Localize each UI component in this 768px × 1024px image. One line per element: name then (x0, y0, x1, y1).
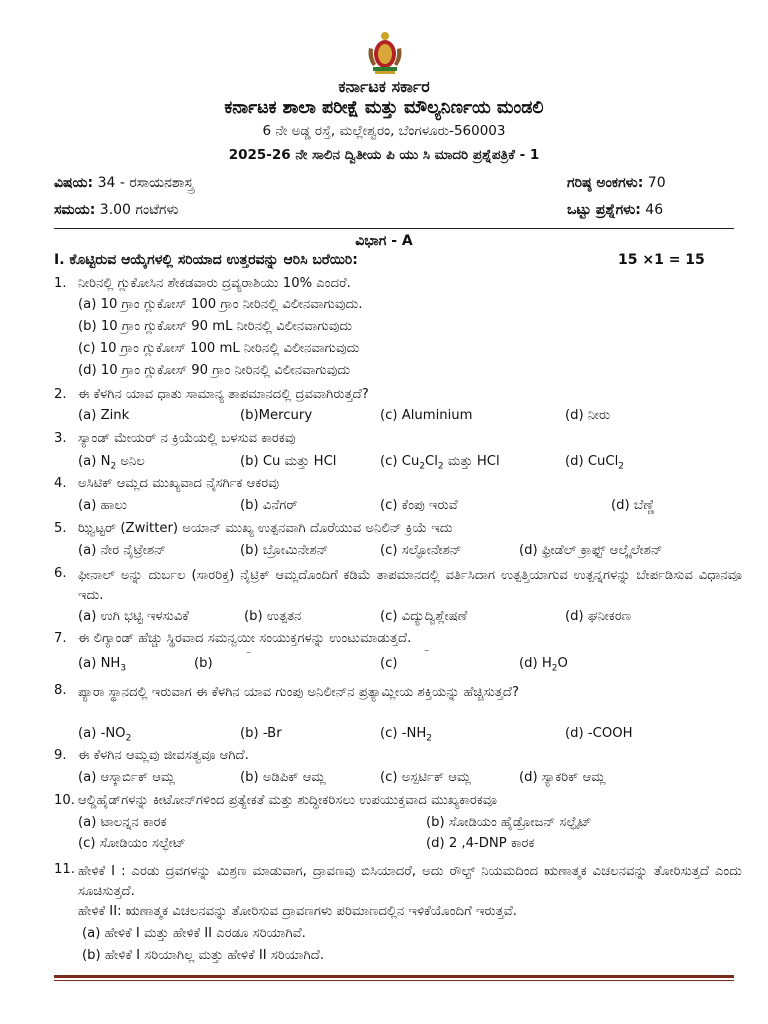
statement-1: ಹೇಳಿಕೆ I : ಎರಡು ದ್ರವಗಳನ್ನು ಮಿಶ್ರಣ ಮಾಡುವಾಗ, ದ್ರಾವಣವು ಬಿಸಿಯಾದರೆ, ಅದು ರೌಲ್ಟ್ ನಿಯಮದಿಂದ ಋಣಾತ್ಮಕ ವಿಚಲನವನ್ನು ತೋರಿಸುತ್ತದೆ ಎಂದು ಸೂಚಿಸುತ್ತದೆ. (78, 864, 742, 899)
option-b: (b) ಅಡಿಪಿಕ್ ಆಮ್ಲ (240, 770, 326, 785)
option-c: (c) ಕೆಂಪು ಇರುವೆ (380, 498, 458, 513)
option-b: (b) ವಿನೆಗರ್ (240, 498, 298, 513)
option-a: (a) ಟಾಲನ್ನನ ಕಾರಕ (78, 815, 167, 830)
option-a: (a) Zink (78, 408, 130, 423)
option-b: (b) 10 ಗ್ರಾಂ ಗ್ಲುಕೋಸ್ 90 mL ನೀರಿನಲ್ಲಿ ವಿಲೀನವಾಗುವುದು (78, 319, 353, 334)
option-b: (b) Cu ಮತ್ತು HCl (240, 454, 337, 469)
time-label: ಸಮಯ: (54, 202, 96, 218)
option-b: (b) ಬ್ರೋಮಿನೇಶನ್ (240, 543, 329, 558)
option-c: (c) $-NH_2$ (380, 726, 433, 744)
question-number: 7. (54, 631, 67, 646)
question-number: 1. (54, 276, 67, 291)
question-number: 8. (54, 683, 67, 698)
paper-title: 2025-26 ನೇ ಸಾಲಿನ ದ್ವಿತೀಯ ಪಿ ಯು ಸಿ ಮಾದರಿ ಪ್ರಶ್ನೆಪತ್ರಿಕೆ - 1 (228, 147, 540, 163)
question-number: 10. (54, 793, 75, 808)
question-text: ಪ್ಯಾರಾ ಸ್ಥಾನದಲ್ಲಿ ಇರುವಾಗ ಈ ಕೆಳಗಿನ ಯಾವ ಗುಂಪು ಅನಿಲೀನ್‌ನ ಪ್ರತ್ಯಾಮ್ಲೀಯ ಶಕ್ತಿಯನ್ನು ಹೆಚ್ಚಿಸುತ್ತದೆ? (78, 685, 519, 700)
charge-mark: ⁻ (424, 648, 430, 659)
max-marks-value: 70 (647, 175, 666, 191)
question-2 (54, 387, 744, 427)
question-text: ಈ ಕೆಳಗಿನ ಯಾವ ಧಾತು ಸಾಮಾನ್ಯ ತಾಪಮಾನದಲ್ಲಿ ದ್ರವವಾಗಿರುತ್ತದೆ? (78, 387, 369, 402)
option-a: (a) 10 ಗ್ರಾಂ ಗ್ಲುಕೋಸ್ 100 ಗ್ರಾಂ ನೀರಿನಲ್ಲಿ ವಿಲೀನವಾಗುವುದು. (78, 297, 363, 312)
option-c: (c) ಅಸ್ಪರ್ಟಿಕ್ ಆಮ್ಲ (380, 770, 472, 785)
option-b: (b)Mercury (240, 408, 313, 423)
statement-2: ಹೇಳಿಕೆ II: ಋಣಾತ್ಮಕ ವಿಚಲನವನ್ನು ತೋರಿಸುವ ದ್ರಾವಣಗಳು ಪರಿಮಾಣದಲ್ಲಿನ ಇಳಿಕೆಯೊಂದಿಗೆ ಇರುತ್ತವೆ. (78, 904, 517, 919)
max-marks-line (567, 175, 666, 191)
option-b: (b) ಸೋಡಿಯಂ ಹೈಡ್ರೋಜನ್ ಸಲ್ಫೈಟ್ (426, 815, 592, 830)
option-c: (c) ವಿದ್ಯುದ್ವಿಶ್ಲೇಷಣೆ (380, 609, 468, 624)
option-c: (c) ಸೋಡಿಯಂ ಸಲ್ಫೇಟ್ (78, 836, 186, 851)
total-questions-line (567, 202, 663, 218)
question-number: 2. (54, 387, 67, 402)
option-a: (a) $N_2$ ಅನಿಲ (78, 454, 145, 472)
option-d: (d) ಘನೀಕರಣ (565, 609, 632, 624)
option-b: (b) ಹೇಳಿಕೆ I ಸರಿಯಾಗಿಲ್ಲ ಮತ್ತು ಹೇಳಿಕೆ II ಸರಿಯಾಗಿದೆ. (82, 948, 325, 963)
section-instruction: I. ಕೊಟ್ಟಿರುವ ಆಯ್ಕೆಗಳಲ್ಲಿ ಸರಿಯಾದ ಉತ್ತರವನ್ನು ಆರಿಸಿ ಬರೆಯಿರಿ: (54, 252, 358, 268)
question-3 (54, 431, 744, 471)
option-a: (a) ಆಸ್ಕಾರ್ಬಿಕ್ ಆಮ್ಲ (78, 770, 176, 785)
question-text: ಈ ಕೆಳಗಿನ ಆಮ್ಲವು ಜೀವಸತ್ವವೂ ಆಗಿದೆ. (78, 748, 249, 763)
question-text: ಈ ಲಿಗ್ಯಾಂಡ್ ಹೆಚ್ಚು ಸ್ಥಿರವಾದ ಸಮನ್ವಯೀ ಸಂಯುಕ್ತಗಳನ್ನು ಉಂಟುಮಾಡುತ್ತದೆ. (78, 631, 412, 646)
option-c: (c) Aluminium (380, 408, 473, 423)
question-text: ಝ್ವಿಟ್ಟರ್ (Zwitter) ಅಯಾನ್ ಮುಖ್ಯ ಉತ್ಪನವಾಗಿ ದೊರೆಯುವ ಅನಿಲಿನ್ ಕ್ರಿಯೆ ಇದು (78, 521, 453, 536)
question-9 (54, 748, 744, 788)
option-d: (d) CuCl$_2$ (565, 454, 625, 472)
question-number: 4. (54, 476, 67, 491)
option-d: (d) ಸ್ಯಾಕರಿಕ್ ಆಮ್ಲ (519, 770, 606, 785)
question-7 (54, 631, 744, 677)
section-divider (54, 228, 734, 229)
option-a: (a) $NH_3$ (78, 656, 127, 674)
option-a: (a) $-NO_2$ (78, 726, 132, 744)
total-questions-label: ಒಟ್ಟು ಪ್ರಶ್ನೆಗಳು: (567, 202, 641, 218)
option-a: (a) ಹಾಲು (78, 498, 128, 513)
option-a: (a) ನೇರ ನೈಟ್ರೇಶನ್ (78, 543, 166, 558)
question-8 (54, 683, 744, 745)
option-c: (c) ಸಲ್ಫೋನೇಶನ್ (380, 543, 462, 558)
section-title: ವಿಭಾಗ - A (355, 233, 413, 249)
option-c: (c) ⁻ (380, 648, 430, 671)
option-b: (b) ⁻ (194, 650, 252, 671)
question-number: 9. (54, 748, 67, 763)
option-d: (d) ಫ್ರೀಡೆಲ್ ಕ್ರಾಫ್ಟ್ ಆಲ್ಕೈಲೇಶನ್ (519, 543, 663, 558)
karnataka-emblem-icon (365, 30, 405, 76)
option-c: (c) $Cu_2Cl_2$ ಮತ್ತು HCl (380, 454, 500, 472)
option-b: (b) ಉತ್ಪತನ (244, 609, 302, 624)
subject-label: ವಿಷಯ: (54, 175, 94, 191)
question-text: ಆಲ್ಡಿಹೈಡ್‌ಗಳನ್ನು ಕೀಟೋನ್‌ಗಳಿಂದ ಪ್ರತ್ಯೇಕತೆ ಮತ್ತು ಶುದ್ಧೀಕರಿಸಲು ಉಪಯುಕ್ತವಾದ ಮುಖ್ಯಕಾರಕವೂ (78, 793, 497, 808)
option-a: (a) ಹೇಳಿಕೆ I ಮತ್ತು ಹೇಳಿಕೆ II ಎರಡೂ ಸರಿಯಾಗಿವೆ. (82, 926, 306, 941)
question-4 (54, 476, 744, 516)
question-number: 5. (54, 521, 67, 536)
board-title: ಕರ್ನಾಟಕ ಶಾಲಾ ಪರೀಕ್ಷೆ ಮತ್ತು ಮೌಲ್ಯನಿರ್ಣಯ ಮಂಡಲಿ (224, 98, 544, 118)
max-marks-label: ಗರಿಷ್ಠ ಅಂಕಗಳು: (567, 175, 644, 191)
section-marks: 15 ×1 = 15 (618, 252, 705, 268)
option-c: (c) 10 ಗ್ರಾಂ ಗ್ಲುಕೋಸ್ 100 mL ನೀರಿನಲ್ಲಿ ವಿಲೀನವಾಗುವುದು (78, 341, 360, 356)
option-d: (d) 2 ,4-DNP ಕಾರಕ (426, 836, 535, 851)
subject-value: 34 - ರಸಾಯನಶಾಸ್ತ್ರ (97, 175, 194, 191)
option-b: (b) -Br (240, 726, 282, 741)
question-text: ಅಸಿಟಿಕ್ ಆಮ್ಲದ ಮುಖ್ಯವಾದ ನೈಸರ್ಗಿಕ ಆಕರವು (78, 476, 279, 491)
question-10 (54, 793, 744, 853)
question-11 (54, 862, 744, 970)
government-title: ಕರ್ನಾಟಕ ಸರ್ಕಾರ (338, 77, 430, 96)
question-text: ನೀರಿನಲ್ಲಿ ಗ್ಲುಕೋಸಿನ ಶೇಕಡವಾರು ದ್ರವ್ಯರಾಶಿಯು 10% ಎಂದರೆ. (78, 276, 351, 291)
question-number: 6. (54, 566, 67, 581)
question-text: ಸ್ಯಾಂಡ್ ಮೇಯರ್ ನ ಕ್ರಿಯೆಯಲ್ಲಿ ಬಳಸುವ ಕಾರಕವು (78, 431, 296, 446)
option-d: (d) 10 ಗ್ರಾಂ ಗ್ಲುಕೋಸ್ 90 ಗ್ರಾಂ ನೀರಿನಲ್ಲಿ ವಿಲೀನವಾಗುವುದು (78, 363, 351, 378)
question-1 (54, 276, 744, 376)
charge-mark: ⁻ (246, 650, 252, 661)
option-d: (d) ನೀರು (565, 408, 611, 423)
subject-line (54, 175, 194, 191)
option-d: (d) ಬೆಣ್ಣೆ (611, 498, 655, 513)
option-a: (a) ಉಗಿ ಭಟ್ಟಿ ಇಳಸುವಿಕೆ (78, 609, 189, 624)
question-number: 3. (54, 431, 67, 446)
question-text: ಫೀನಾಲ್ ಅನ್ನು ದುರ್ಬಲ (ಸಾರರಿಕ್ತ) ನೈಟ್ರಿಕ್ ಆಮ್ಲದೊಂದಿಗೆ ಕಡಿಮೆ ತಾಪಮಾನದಲ್ಲಿ ವರ್ತಿಸಿದಾಗ ಉತ್ಪತ್ತಿಯಾಗುವ ಉತ್ಪನ್ನಗಳನ್ನು ಬೇರ್ಪಡಿಸುವ ವಿಧಾನವೂ ಇದು. (78, 568, 742, 603)
board-address: 6 ನೇ ಅಡ್ಡ ರಸ್ತೆ, ಮಲ್ಲೇಶ್ವರಂ, ಬೆಂಗಳೂರು-560003 (262, 123, 506, 139)
option-d: (d) $H_2O$ (519, 656, 568, 674)
footer-rule-thin (54, 980, 734, 981)
question-5 (54, 521, 744, 561)
time-line (54, 202, 179, 218)
question-number: 11. (54, 862, 75, 877)
footer-rule-thick (54, 975, 734, 978)
question-6 (54, 566, 744, 628)
option-d: (d) -COOH (565, 726, 633, 741)
total-questions-value: 46 (645, 202, 664, 218)
time-value: 3.00 ಗಂಟೆಗಳು (99, 202, 179, 218)
